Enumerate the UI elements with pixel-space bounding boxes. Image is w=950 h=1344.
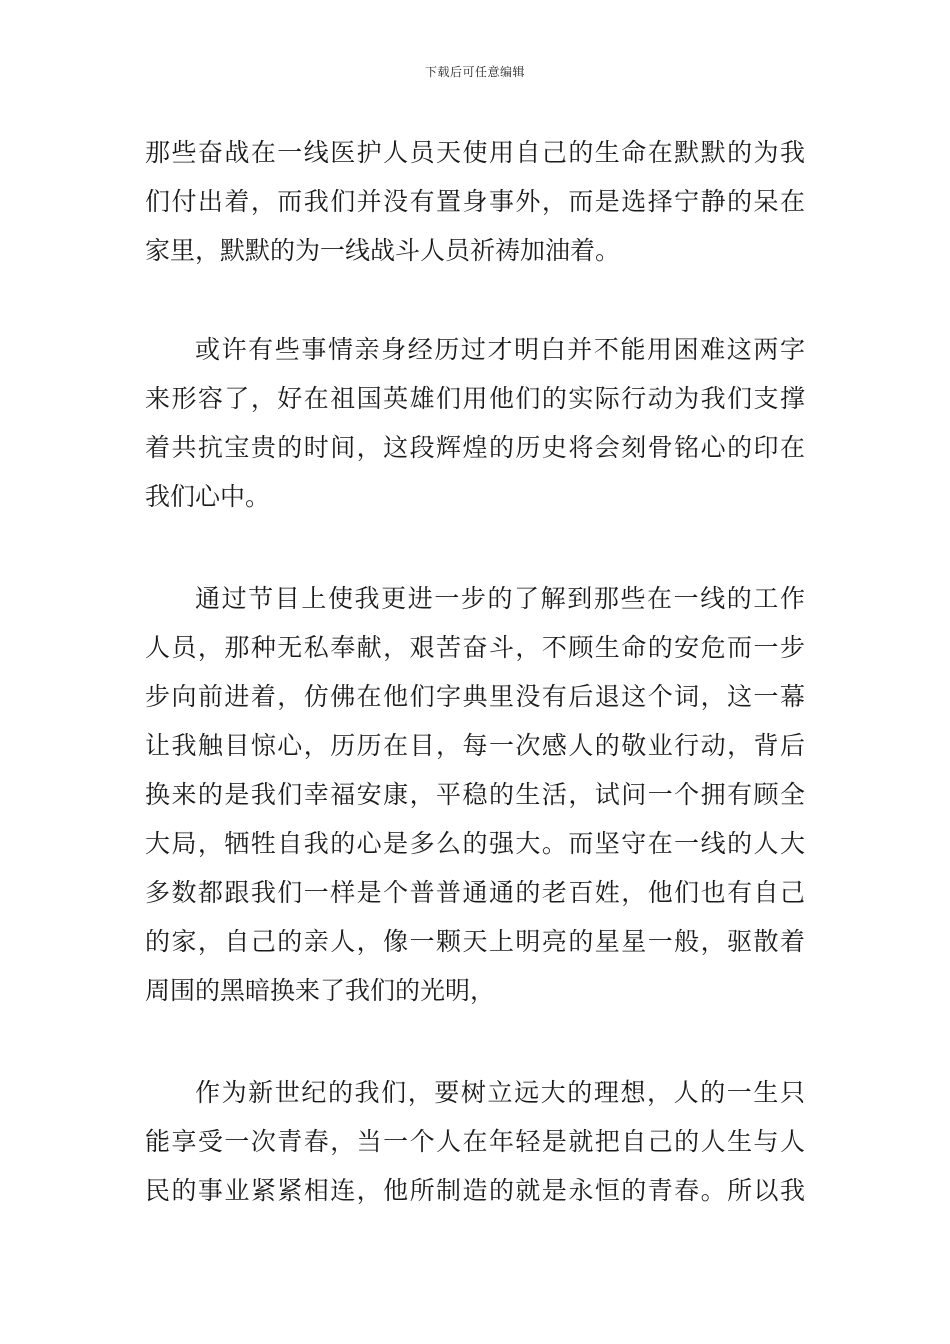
paragraph-line: 家里，默默的为一线战斗人员祈祷加油着。 [145, 236, 621, 265]
paragraph-line: 或许有些事情亲身经历过才明白并不能用困难这两字 [195, 335, 805, 364]
paragraph-4 [145, 1068, 805, 1215]
paragraph-line: 的家，自己的亲人，像一颗天上明亮的星星一般，驱散着 [145, 927, 805, 956]
paragraph-line: 们付出着，而我们并没有置身事外，而是选择宁静的呆在 [145, 187, 805, 216]
paragraph-1 [145, 128, 805, 275]
paragraph-line: 那些奋战在一线医护人员天使用自己的生命在默默的为我 [145, 138, 805, 167]
paragraph-line: 多数都跟我们一样是个普普通通的老百姓，他们也有自己 [145, 878, 805, 907]
paragraph-line: 周围的黑暗换来了我们的光明， [145, 976, 496, 1005]
paragraph-3 [145, 574, 805, 1015]
paragraph-line: 民的事业紧紧相连，他所制造的就是永恒的青春。所以我 [145, 1176, 805, 1205]
paragraph-line: 步向前进着，仿佛在他们字典里没有后退这个词，这一幕 [145, 682, 805, 711]
paragraph-line: 人员，那种无私奉献，艰苦奋斗，不顾生命的安危而一步 [145, 633, 805, 662]
paragraph-line: 大局，牺牲自我的心是多么的强大。而坚守在一线的人大 [145, 829, 805, 858]
paragraph-line: 让我触目惊心，历历在目，每一次感人的敬业行动，背后 [145, 731, 805, 760]
paragraph-line: 作为新世纪的我们，要树立远大的理想，人的一生只 [195, 1078, 805, 1107]
paragraph-line: 通过节目上使我更进一步的了解到那些在一线的工作 [195, 584, 805, 613]
paragraph-line: 着共抗宝贵的时间，这段辉煌的历史将会刻骨铭心的印在 [145, 433, 805, 462]
paragraph-line: 来形容了，好在祖国英雄们用他们的实际行动为我们支撑 [145, 384, 805, 413]
paragraph-line: 我们心中。 [145, 482, 271, 511]
paragraph-line: 能享受一次青春，当一个人在年轻是就把自己的人生与人 [145, 1127, 805, 1156]
page-header: 下载后可任意编辑 [424, 65, 525, 79]
paragraph-line: 换来的是我们幸福安康，平稳的生活，试问一个拥有顾全 [145, 780, 805, 809]
paragraph-2 [145, 325, 805, 521]
